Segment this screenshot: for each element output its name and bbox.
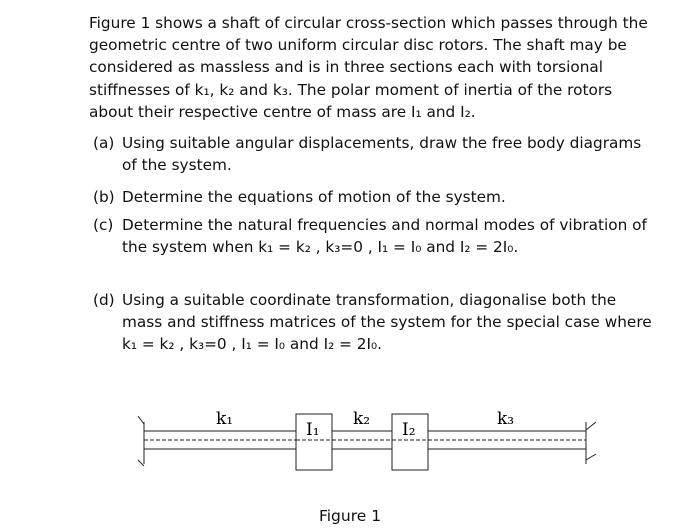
- question-c-text: Determine the natural frequencies and normal modes of vibration of the system when k₁ = k₂ , k₃=0 , I₁ = I₀ and I₂ = 2I₀.: [122, 216, 647, 257]
- question-b-text: Determine the equations of motion of the system.: [122, 188, 506, 206]
- right-wall: [586, 422, 596, 464]
- figure-caption: Figure 1: [318, 507, 382, 525]
- question-c: [93, 214, 653, 258]
- question-d: [93, 289, 653, 356]
- shaft-section-k2: [332, 431, 392, 449]
- left-wall: [138, 416, 144, 466]
- figure-1-diagram: [130, 402, 610, 482]
- label-k3: k₃: [497, 409, 515, 429]
- question-d-label: (d): [93, 291, 115, 309]
- label-rotor-2: I₂: [402, 420, 416, 440]
- question-c-label: (c): [93, 216, 114, 234]
- intro-paragraph: Figure 1 shows a shaft of circular cross-section which passes through the geometric centre of two uniform circular disc rotors. The shaft may be considered as massless and is in three sections each with torsional stiffnesses of k₁, k₂ and k₃. The polar moment of inertia of the rotors about their respective centre of mass are I₁ and I₂.: [89, 14, 648, 121]
- question-a: [93, 132, 653, 176]
- question-a-text: Using suitable angular displacements, draw the free body diagrams of the system.: [122, 134, 642, 175]
- question-a-label: (a): [93, 134, 115, 152]
- shaft-rotor-schematic: [130, 402, 610, 482]
- label-k2: k₂: [353, 409, 371, 429]
- question-b-label: (b): [93, 188, 115, 206]
- label-k1: k₁: [216, 409, 234, 429]
- question-d-text: Using a suitable coordinate transformation, diagonalise both the mass and stiffness matrices of the system for the special case where k₁ = k₂ , k₃=0 , I₁ = I₀ and I₂ = 2I₀.: [122, 291, 652, 354]
- label-rotor-1: I₁: [306, 420, 320, 440]
- shaft-section-k3: [428, 431, 586, 449]
- question-b: [93, 186, 653, 208]
- shaft-section-k1: [144, 431, 296, 449]
